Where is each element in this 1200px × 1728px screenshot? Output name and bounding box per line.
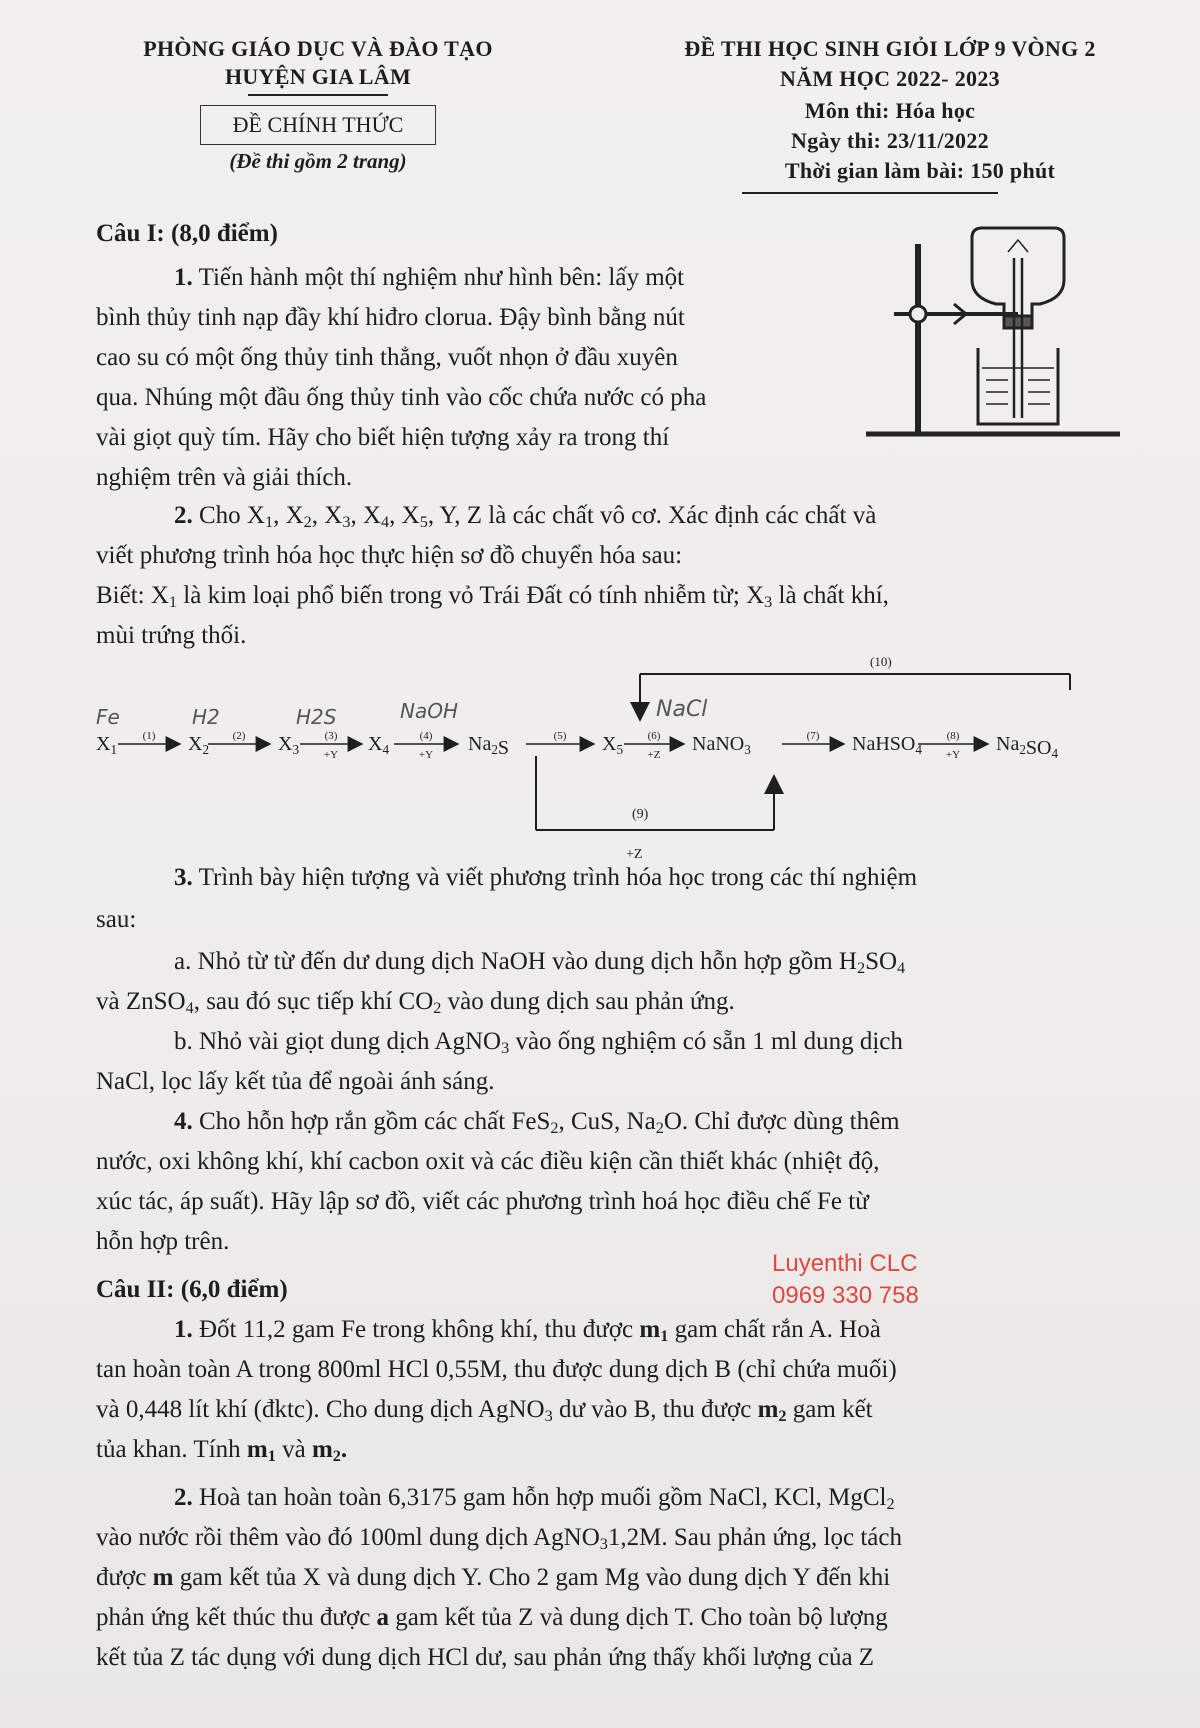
q1-line: bình thủy tinh nạp đầy khí hiđro clorua. Đậy bình bằng nút	[96, 304, 685, 331]
scheme-reagent-label: +Y	[418, 749, 434, 761]
section-1-title: Câu I: (8,0 điểm)	[96, 220, 278, 247]
handwritten-note: NaOH	[400, 699, 458, 723]
header-underline-right	[742, 192, 998, 194]
q3b-line: NaCl, lọc lấy kết tủa để ngoài ánh sáng.	[96, 1068, 495, 1095]
handwritten-note: Fe	[96, 705, 120, 729]
section-2-title: Câu II: (6,0 điểm)	[96, 1276, 288, 1303]
q3b-text: vào ống nghiệm có sẵn 1 ml dung dịch	[509, 1028, 903, 1055]
scheme-node-x3: $X_3$	[278, 733, 300, 757]
q22-text: phản ứng kết thúc thu được	[96, 1604, 377, 1631]
q2-line: viết phương trình hóa học thực hiện sơ đồ chuyển hóa sau:	[96, 542, 683, 569]
scheme-step-label: (4)	[419, 730, 433, 742]
q22-text: gam kết tủa X và dung dịch Y. Cho 2 gam Mg vào dung dịch Y đến khi	[173, 1564, 891, 1591]
question-2-2: 2. Hoà tan hoàn toàn 6,3175 gam hỗn hợp muối gồm NaCl, KCl, MgCl$_2$ vào nước rồi thêm vào đó 100ml dung dịch AgNO$_3$1,2M. Sau phản ứng, lọc tách được m gam kết tủa X và dung dịch Y. Cho 2 gam Mg vào dung dịch Y đến khi phản ứng kết thúc thu được a gam kết tủa Z và dung dịch T. Cho toàn bộ lượng kết tủa Z tác dụng với dung dịch HCl dư, sau phản ứng thấy khối lượng của Z	[96, 1478, 1106, 1678]
exam-title: ĐỀ THI HỌC SINH GIỎI LỚP 9 VÒNG 2	[684, 36, 1096, 61]
q22-number: 2.	[174, 1484, 193, 1511]
q4-text: O. Chỉ được dùng thêm	[663, 1108, 900, 1135]
q3a-text: vào dung dịch sau phản ứng.	[441, 988, 735, 1015]
scheme-step-label: (6)	[647, 730, 661, 742]
question-2-1: 1. Đốt 11,2 gam Fe trong không khí, thu được $m_1$ gam chất rắn A. Hoà tan hoàn toàn A trong 800ml HCl 0,55M, thu được dung dịch B (chỉ chứa muối) và 0,448 lít khí (đktc). Cho dung dịch AgNO$_3$ dư vào B, thu được $m_2$ gam kết tủa khan. Tính $m_1$ và $m_2$.	[96, 1310, 1106, 1470]
scheme-step-label: (8)	[946, 730, 960, 742]
school-year: NĂM HỌC 2022- 2023	[780, 66, 1000, 91]
scheme-reagent-label: +Y	[945, 749, 961, 761]
question-1-3: 3. Trình bày hiện tượng và viết phương trình hóa học trong các thí nghiệm sau: a. Nhỏ từ từ đến dư dung dịch NaOH vào dung dịch hỗn hợp gồm $H_2SO_4$ và ZnSO$_4$, sau đó sục tiếp khí $CO_2$ vào dung dịch sau phản ứng. b. Nhỏ vài giọt dung dịch AgNO$_3$ vào ống nghiệm có sẵn 1 ml dung dịch NaCl, lọc lấy kết tủa để ngoài ánh sáng.	[96, 858, 1106, 1102]
q1-line: cao su có một ống thủy tinh thẳng, vuốt nhọn ở đầu xuyên	[96, 344, 678, 371]
q22-line: kết tủa Z tác dụng với dung dịch HCl dư, sau phản ứng thấy khối lượng của Z	[96, 1644, 875, 1671]
scheme-reagent-label: +Y	[323, 749, 339, 761]
q4-text: Cho hỗn hợp rắn gồm các chất FeS	[199, 1108, 551, 1135]
q21-text: và	[275, 1436, 312, 1463]
handwritten-note: H2	[192, 705, 220, 729]
q21-text: gam kết	[786, 1396, 873, 1423]
scheme-node-nahso4: NaHSO$_4$	[852, 733, 922, 757]
q21-number: 1.	[174, 1316, 193, 1343]
watermark-line: Luyenthi CLC	[772, 1250, 918, 1277]
experiment-apparatus-figure	[858, 218, 1128, 448]
q2-line: Biết: X	[96, 582, 169, 609]
subject: Môn thi: Hóa học	[804, 98, 976, 123]
q21-text: Đốt 11,2 gam Fe trong không khí, thu được	[199, 1316, 640, 1343]
official-label: ĐỀ CHÍNH THỨC	[200, 105, 436, 145]
scheme-node-x5: $X_5$	[602, 733, 624, 757]
q3a-text: và ZnSO	[96, 988, 186, 1015]
q2-text: là các chất vô cơ. Xác định các chất và	[482, 502, 877, 529]
q1-line: Tiến hành một thí nghiệm như hình bên: lấy một	[198, 264, 685, 291]
q1-line: qua. Nhúng một đầu ống thủy tinh vào cốc chứa nước có pha	[96, 384, 707, 411]
handwritten-note: H2S	[296, 705, 337, 729]
q3-text: Trình bày hiện tượng và viết phương trình hóa học trong các thí nghiệm	[198, 864, 918, 891]
q1-line: vài giọt quỳ tím. Hãy cho biết hiện tượng xảy ra trong thí	[96, 424, 670, 451]
q4-line: nước, oxi không khí, khí cacbon oxit và các điều kiện cần thiết khác (nhiệt độ,	[96, 1148, 880, 1175]
department-name: PHÒNG GIÁO DỤC VÀ ĐÀO TẠO	[143, 36, 493, 61]
loop-9-reagent: +Z	[626, 847, 643, 862]
scheme-node-x4: $X_4$	[368, 733, 390, 757]
reaction-scheme	[96, 640, 1116, 870]
scheme-node-na2s: $Na_2S$	[468, 733, 510, 759]
header-underline-left	[248, 94, 388, 96]
q3b-text: b. Nhỏ vài giọt dung dịch AgNO	[174, 1028, 502, 1055]
scheme-step-label: (3)	[324, 730, 338, 742]
loop-10-label: (10)	[870, 654, 892, 669]
q21-line: tan hoàn toàn A trong 800ml HCl 0,55M, thu được dung dịch B (chỉ chứa muối)	[96, 1356, 897, 1383]
q4-number: 4.	[174, 1108, 193, 1135]
scheme-reagent-label: +Z	[647, 749, 661, 761]
q3a-text: , sau đó sục tiếp khí CO	[193, 988, 434, 1015]
q22-text: vào nước rồi thêm vào đó 100ml dung dịch AgNO	[96, 1524, 600, 1551]
scheme-step-label: (1)	[142, 730, 156, 742]
q21-text: dư vào B, thu được	[552, 1396, 758, 1423]
exam-date: Ngày thi: 23/11/2022	[791, 128, 989, 153]
q1-line: nghiệm trên và giải thích.	[96, 464, 353, 491]
q22-text: gam kết tủa Z và dung dịch T. Cho toàn bộ lượng	[389, 1604, 888, 1631]
q2-text: Cho X	[199, 502, 265, 529]
loop-9-label: (9)	[632, 807, 649, 822]
pages-note: (Đề thi gồm 2 trang)	[229, 149, 407, 173]
district-name: HUYỆN GIA LÂM	[224, 64, 412, 89]
watermark	[772, 1248, 919, 1312]
question-1-2: 2. Cho $X_1$, $X_2$, $X_3$, $X_4$, $X_5$, Y, Z là các chất vô cơ. Xác định các chất và viết phương trình hóa học thực hiện sơ đồ chuyển hóa sau: Biết: $X_1$ là kim loại phổ biến trong vỏ Trái Đất có tính nhiễm từ; $X_3$ là chất khí, mùi trứng thối.	[96, 496, 1106, 656]
q21-text: gam chất rắn A. Hoà	[668, 1316, 881, 1343]
q2-line: mùi trứng thối.	[96, 622, 247, 649]
q4-line: hỗn hợp trên.	[96, 1228, 230, 1255]
q22-text: được	[96, 1564, 153, 1591]
q21-text: và 0,448 lít khí (đktc). Cho dung dịch AgNO	[96, 1396, 545, 1423]
q22-text: Hoà tan hoàn toàn 6,3175 gam hỗn hợp muối gồm NaCl, KCl, MgCl	[199, 1484, 887, 1511]
q21-text: tủa khan. Tính	[96, 1436, 247, 1463]
q3-number: 3.	[174, 864, 193, 891]
scheme-step-label: (5)	[553, 730, 567, 742]
q4-line: xúc tác, áp suất). Hãy lập sơ đồ, viết các phương trình hoá học điều chế Fe từ	[96, 1188, 869, 1215]
scheme-step-label: (7)	[806, 730, 820, 742]
scheme-node-x2: $X_2$	[188, 733, 210, 757]
question-1-4: 4. Cho hỗn hợp rắn gồm các chất FeS$_2$, CuS, $Na_2O$. Chỉ được dùng thêm nước, oxi không khí, khí cacbon oxit và các điều kiện cần thiết khác (nhiệt độ, xúc tác, áp suất). Hãy lập sơ đồ, viết các phương trình hoá học điều chế Fe từ hỗn hợp trên.	[96, 1102, 1106, 1262]
q4-text: , CuS, Na	[558, 1108, 656, 1135]
q3-line: sau:	[96, 906, 137, 933]
question-1-1: 1. Tiến hành một thí nghiệm như hình bên: lấy một bình thủy tinh nạp đầy khí hiđro clorua. Đậy bình bằng nút cao su có một ống thủy tinh thẳng, vuốt nhọn ở đầu xuyên qua. Nhúng một đầu ống thủy tinh vào cốc chứa nước có pha vài giọt quỳ tím. Hãy cho biết hiện tượng xảy ra trong thí nghiệm trên và giải thích.	[96, 258, 840, 498]
scheme-step-label: (2)	[232, 730, 246, 742]
q3a-text: a. Nhỏ từ từ đến dư dung dịch NaOH vào dung dịch hỗn hợp gồm H	[174, 948, 857, 975]
q2-line: là kim loại phổ biến trong vỏ Trái Đất có tính nhiễm từ; X	[177, 582, 765, 609]
watermark-line: 0969 330 758	[772, 1282, 919, 1309]
scheme-node-na2so4: $Na_2SO_4$	[996, 733, 1059, 761]
scheme-node-x1: $X_1$	[96, 733, 118, 757]
exam-duration: Thời gian làm bài: 150 phút	[784, 158, 1056, 183]
q2-number: 2.	[174, 502, 193, 529]
handwritten-note: NaCl	[656, 697, 708, 722]
scheme-node-nano3: NaNO$_3$	[692, 733, 751, 757]
q22-text: 1,2M. Sau phản ứng, lọc tách	[607, 1524, 902, 1551]
q2-line: là chất khí,	[772, 582, 889, 609]
